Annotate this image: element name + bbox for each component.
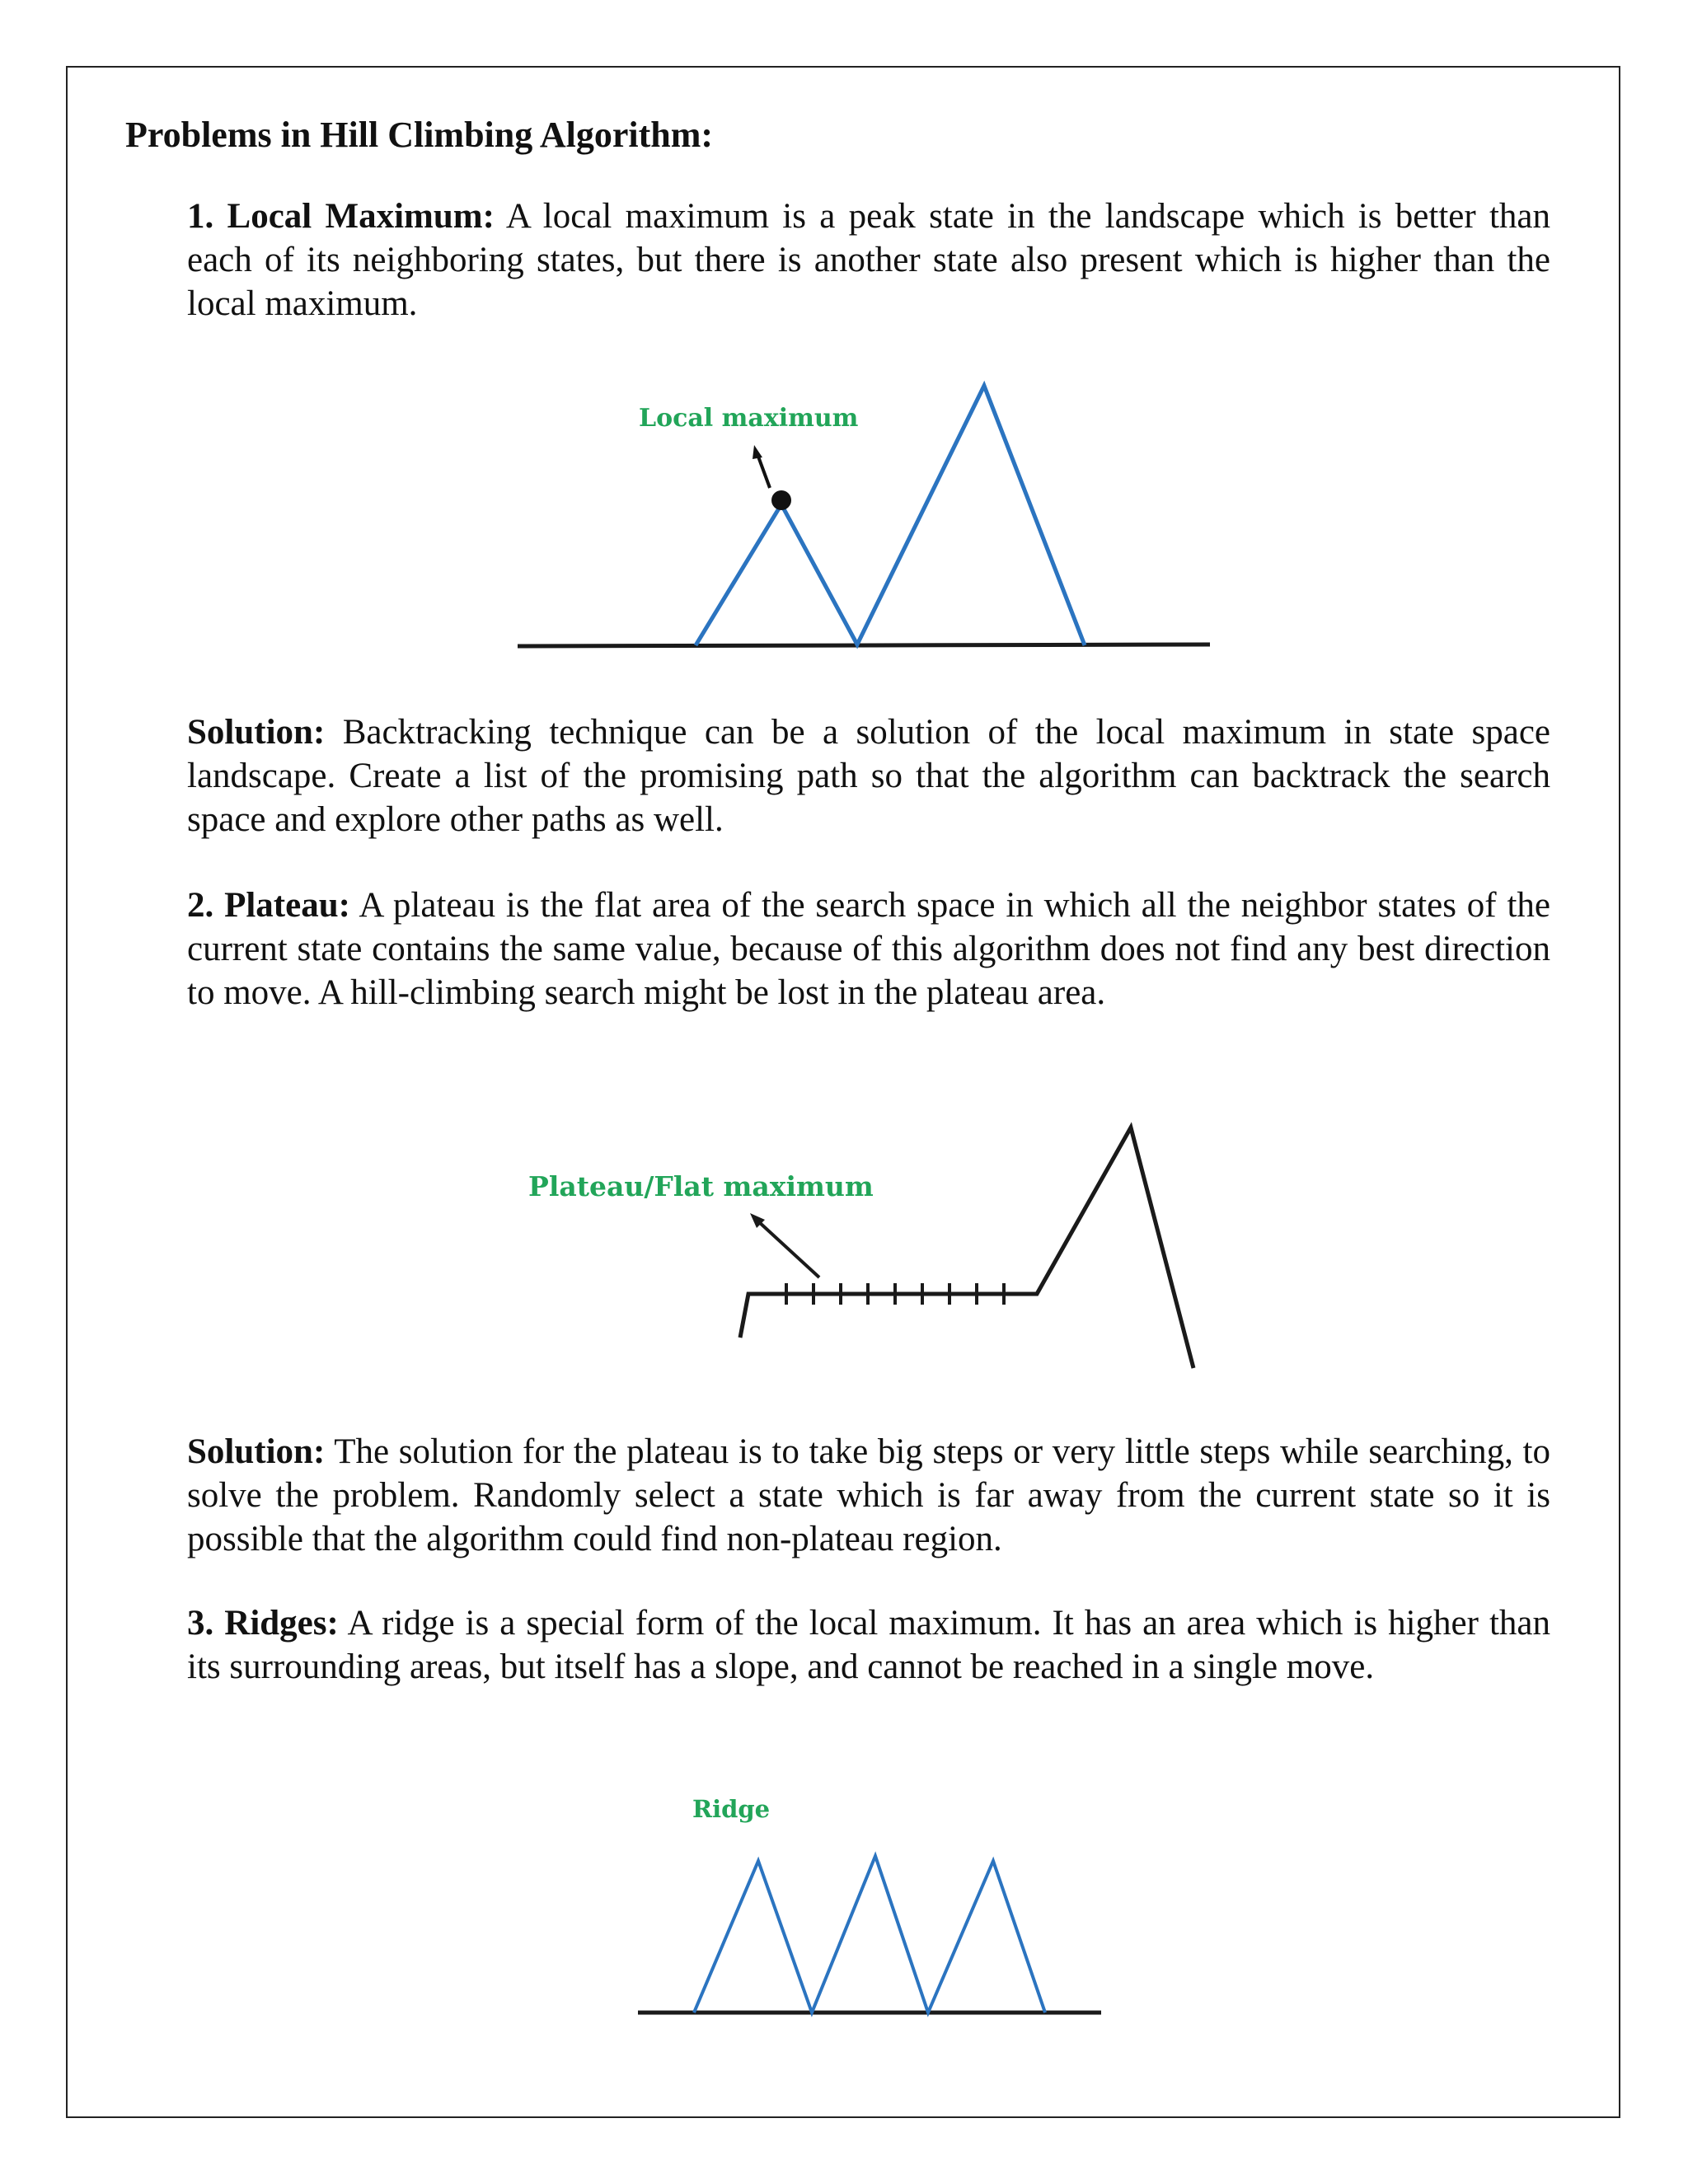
local-maximum-solution-paragraph — [187, 710, 1550, 841]
local-maximum-diagram — [511, 371, 1220, 659]
solution-heading: Solution: — [187, 713, 326, 752]
pointer-arrow — [758, 1221, 819, 1277]
page-title: Problems in Hill Climbing Algorithm: — [125, 115, 714, 155]
plateau-solution-text: The solution for the plateau is to take big steps or very little steps while searching, to solve the problem. Randomly select a state which is far away from the current state so it is possible that the algorithm could find non-plateau region. — [187, 1432, 1550, 1558]
local-maximum-heading: 1. Local Maximum: — [187, 197, 495, 236]
local-maximum-label: Local maximum — [639, 404, 859, 433]
ridges-text: A ridge is a special form of the local maximum. It has an area which is higher than its surrounding areas, but itself has a slope, and cannot be reached in a single move. — [187, 1604, 1550, 1686]
plateau-curve — [740, 1127, 1193, 1368]
plateau-paragraph — [187, 883, 1550, 1015]
ridge-diagram — [626, 1780, 1121, 2027]
baseline — [518, 644, 1210, 646]
ridge-label: Ridge — [692, 1795, 771, 1823]
local-maximum-paragraph — [187, 194, 1550, 326]
plateau-heading: 2. Plateau: — [187, 886, 350, 925]
local-maximum-text: A local maximum is a peak state in the landscape which is better than each of its neighboring states, but there is another state also present which is higher than the local maximum. — [187, 197, 1550, 323]
solution-heading: Solution: — [187, 1432, 326, 1471]
plateau-text: A plateau is the flat area of the search space in which all the neighbor states of the current state contains the same value, because of this algorithm does not find any best direction to move. A hill-climbing search might be lost in the plateau area. — [187, 886, 1550, 1012]
ridges-paragraph — [187, 1601, 1550, 1689]
ridge-curve — [694, 1856, 1045, 2013]
local-maximum-point — [771, 490, 791, 510]
plateau-solution-paragraph — [187, 1430, 1550, 1561]
pointer-arrow — [758, 457, 770, 488]
plateau-diagram — [511, 1121, 1220, 1385]
ridges-heading: 3. Ridges: — [187, 1604, 339, 1643]
arrow-head — [753, 445, 762, 459]
plateau-label: Plateau/Flat maximum — [528, 1170, 874, 1202]
local-maximum-solution-text: Backtracking technique can be a solution of the local maximum in state space landscape. Create a list of the promising path so that the algorithm can backtrack the search space and explore other paths as well. — [187, 713, 1550, 839]
